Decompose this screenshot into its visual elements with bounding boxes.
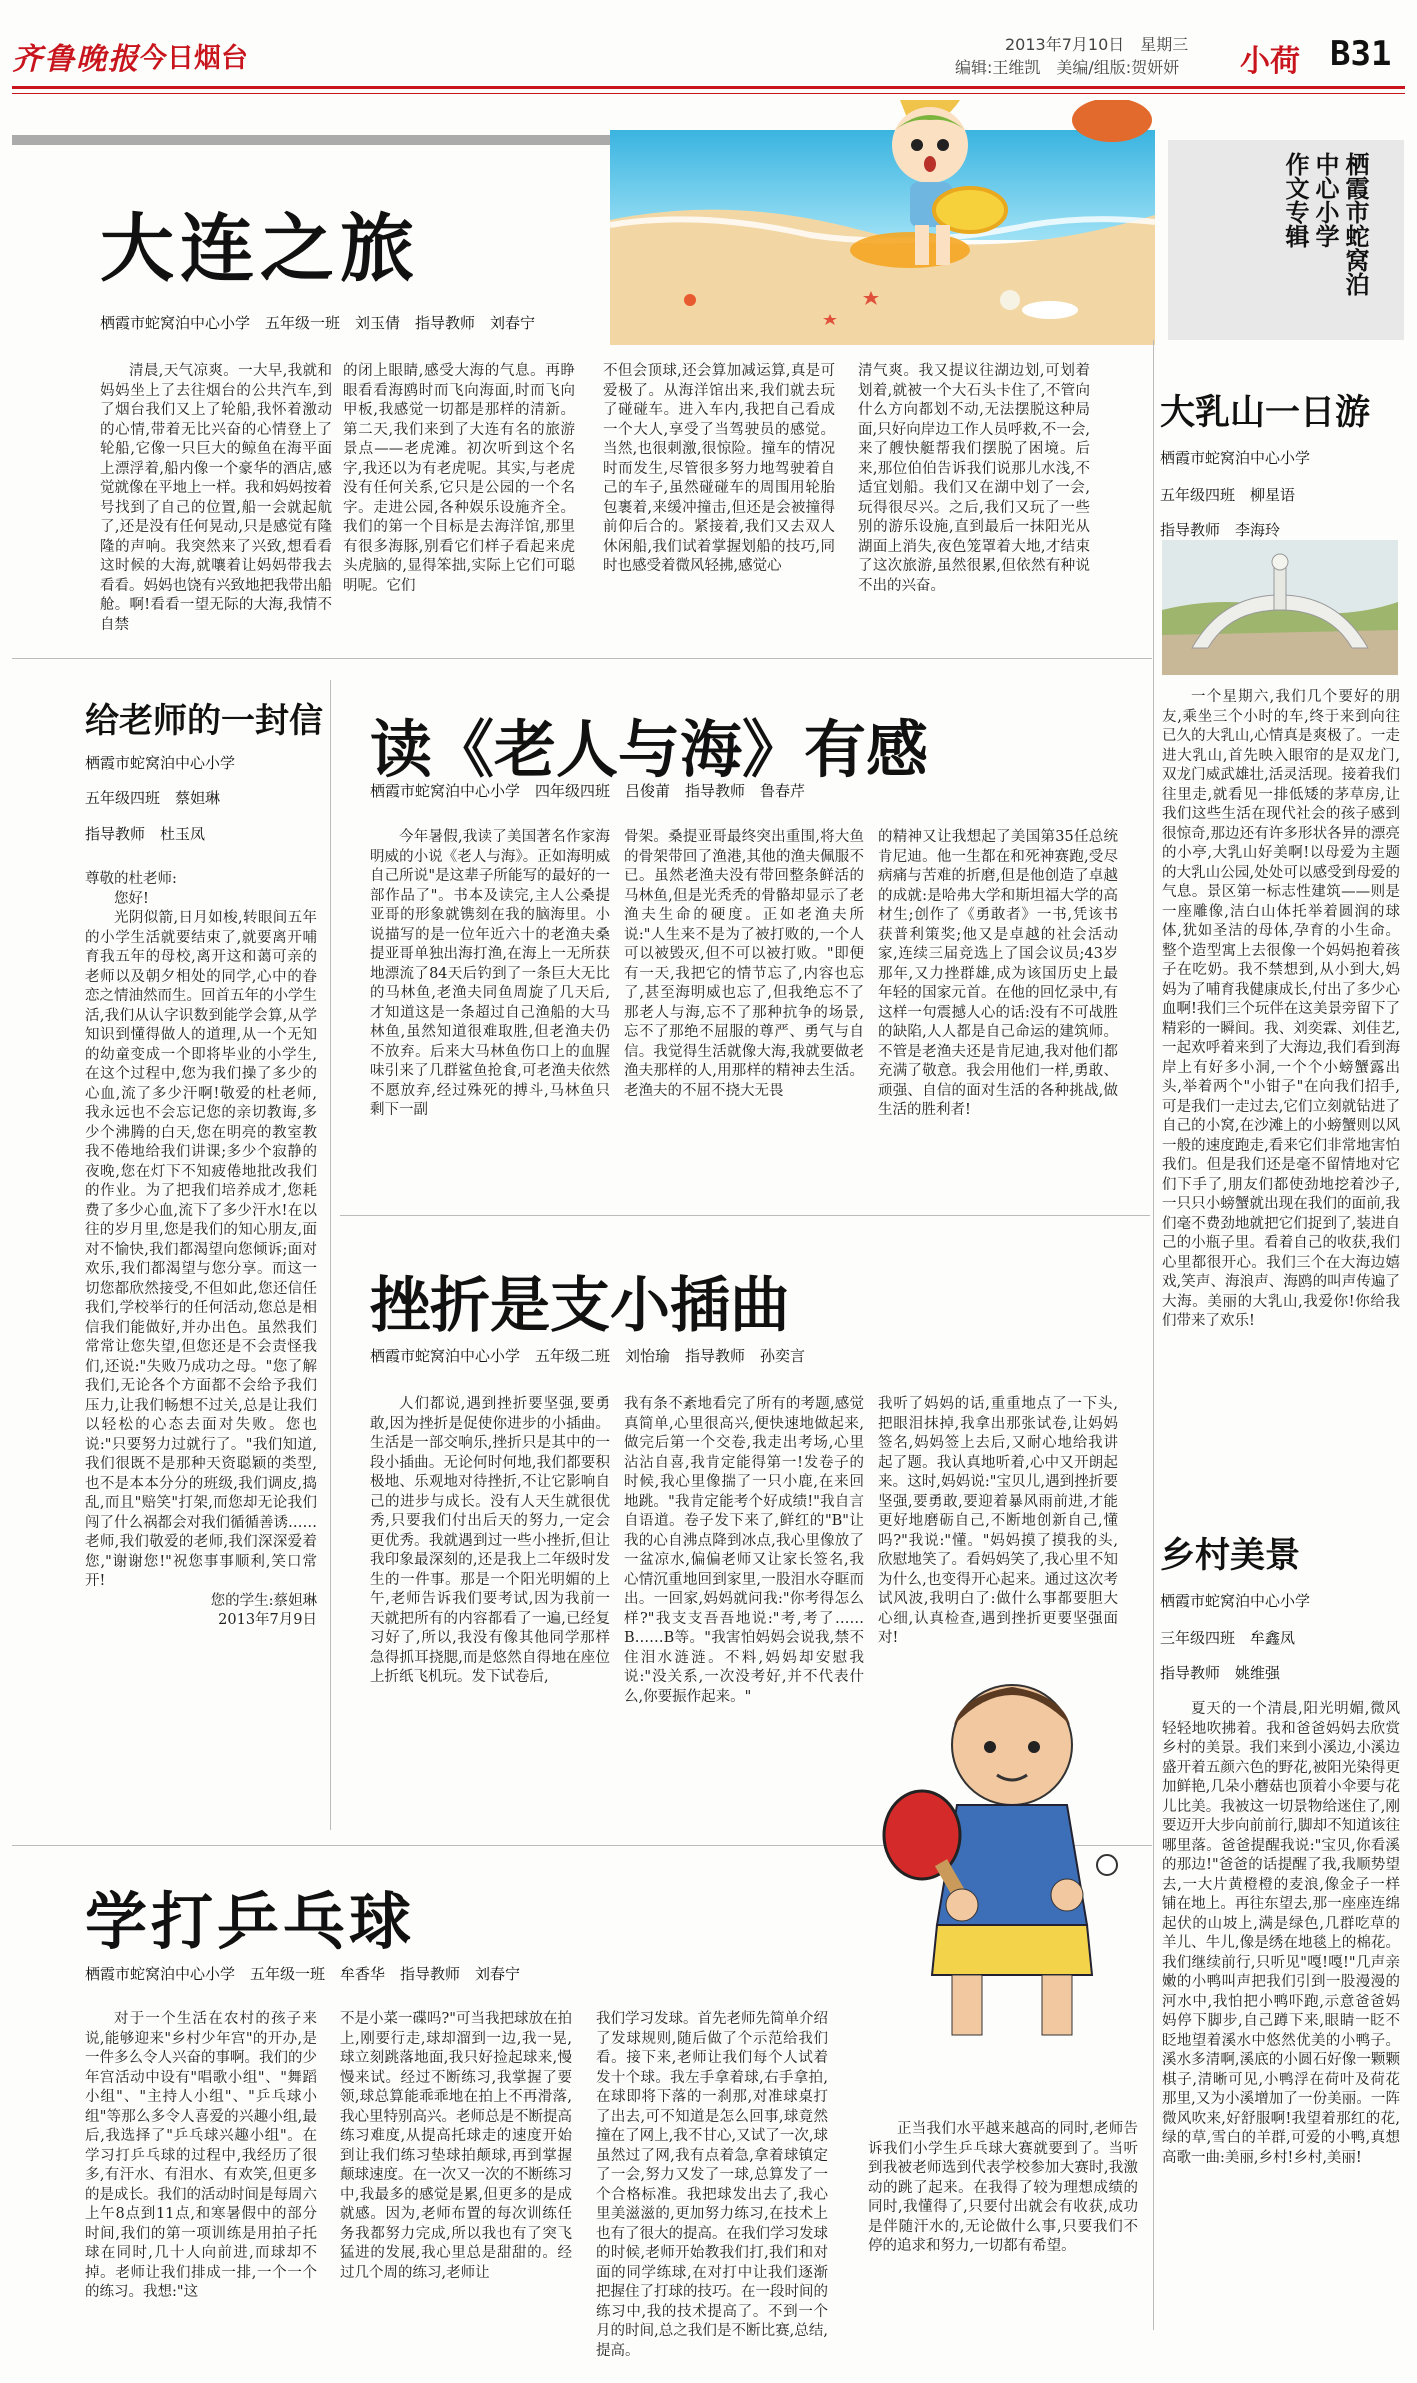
article-letter-body <box>85 870 317 1830</box>
article-village-teacher: 指导教师 姚维强 <box>1160 1664 1281 1682</box>
article-setback-text-2: 我有条不紊地看完了所有的考题,感觉真简单,心里很高兴,便快速地做起来,做完后第一个交卷,我走出考场,心里沾沾自喜,我肯定能得第一!发卷子的时候,我心里像揣了一只小鹿,在来回地跳。"我肯定能考个好成绩!"我自言自语道。卷子发下来了,鲜红的"B"让我的心自沸点降到冰点,我心里像放了一盆凉水,偏偏老师又让家长签名,我心情沉重地回到家里,一股泪水夺眶而出。一回家,妈妈就问我:"你考得怎么样?"我支支吾吾地说:"考,考了……B……B等。"我害怕妈妈会说我,禁不住泪水涟涟。不料,妈妈却安慰我说:"没关系,一次没考好,并不代表什么,你要振作起来。" <box>624 1396 864 1705</box>
article-setback-text-1: 人们都说,遇到挫折要坚强,要勇敢,因为挫折是促使你进步的小插曲。生活是一部交响乐,挫折只是其中的一段小插曲。无论何时何地,我们都要积极地、乐观地对待挫折,不让它影响自己的进步与成长。没有人天生就很优秀,只要我们付出后天的努力,一定会更优秀。我就遇到过一些小挫折,但让我印象最深刻的,还是我上二年级时发生的一件事。那是一个阳光明媚的上午,老师告诉我们要考试,因为我前一天就把所有的内容都看了一遍,已经复习好了,所以,我没有像其他同学那样急得抓耳挠腮,而是悠然自得地在座位上折纸飞机玩。发下试卷后, <box>370 1396 610 1685</box>
article-village-school: 栖霞市蛇窝泊中心小学 <box>1160 1592 1311 1610</box>
editor-credits: 编辑:王维凯 美编/组版:贺妍妍 <box>955 58 1180 77</box>
letter-date: 2013年7月9日 <box>218 1612 317 1628</box>
article-village-text: 夏天的一个清晨,阳光明媚,微风轻轻地吹拂着。我和爸爸妈妈去欣赏乡村的美景。我们来到小溪边,小溪边盛开着五颜六色的野花,被阳光染得更加鲜艳,几朵小蘑菇也顶着小伞要与花儿比美。我被这一切景物给迷住了,刚要迈开大步向前前行,脚却不知道该往哪里落。爸爸提醒我说:"宝贝,你看溪的那边!"爸爸的话提醒了我,我顺势望去,一大片黄橙橙的麦浪,像金子一样铺在地上。再往东望去,那一座座连绵起伏的山坡上,满是绿色,几群吃草的羊儿、牛儿,像是绣在地毯上的棉花。我们继续前行,只听见"嘎!嘎!"几声亲嫩的小鸭叫声把我们引到一股漫漫的河水中,我怕把小鸭吓跑,示意爸爸妈妈停下脚步,自己蹲下来,眼睛一眨不眨地望着溪水中悠然优美的小鸭子。溪水多清啊,溪底的小圆石好像一颗颗棋子,清晰可见,小鸭浮在荷叶及荷花那里,又为小溪增加了一份美丽。一阵微风吹来,好舒服啊!我望着那红的花,绿的草,雪白的羊群,可爱的小鸭,真想高歌一曲:美丽,乡村!乡村,美丽! <box>1162 1701 1400 2166</box>
tag-line-1: 栖霞市蛇窝泊 <box>1341 152 1369 296</box>
article-pingpong-text-3: 我们学习发球。首先老师先简单介绍了发球规则,随后做了个示范给我们看。接下来,老师让我们每个人试着发十个球。我左手拿着球,右手拿拍,在球即将下落的一刹那,对准球桌打了出去,可不知道是怎么回事,球竟然撞在了网上,我不甘心,又试了一次,球虽然过了网,我有点着急,拿着球镇定了一会,努力又发了一球,总算发了一个合格标准。我把球发出去了,我心里美滋滋的,更加努力练习,在技术上也有了很大的提高。在我们学习发球的时候,老师开始教我们打,我们和对面的同学练球,在对打中让我们逐渐把握住了打球的技巧。在一段时间的练习中,我的技术提高了。不到一个月的时间,总之我们是不断比赛,总结,提高。 <box>596 2011 828 2359</box>
article-oldman-col2 <box>624 828 864 1208</box>
article-daru-body <box>1162 688 1400 1508</box>
article-oldman-col1 <box>370 828 610 1208</box>
article-dalian-text-1: 清晨,天气凉爽。一大早,我就和妈妈坐上了去往烟台的公共汽车,到了烟台我们又上了轮船,我怀着激动的心情,带着无比兴奋的心情登上了轮船,它像一只巨大的鲸鱼在海平面上漂浮着,船内像一个豪华的酒店,感觉就像在平地上一样。我和妈妈按着号找到了自己的位置,船一会就起航了,还是没有任何晃动,只是感觉有隆隆的声响。我突然来了兴致,想看看这时候的大海,就嚷着让妈妈带我去看看。妈妈也饶有兴致地把我带出船舱。啊!看看一望无际的大海,我情不自禁 <box>100 363 332 633</box>
article-setback-col1 <box>370 1395 610 1820</box>
article-letter-teacher: 指导教师 杜玉凤 <box>85 825 206 843</box>
beach-illustration <box>610 100 1155 345</box>
section-divider-2 <box>340 1215 1150 1216</box>
article-letter-title: 给老师的一封信 <box>85 701 323 741</box>
article-letter-school: 栖霞市蛇窝泊中心小学 <box>85 754 236 772</box>
section-divider-1 <box>12 658 1152 659</box>
tag-line-3: 作文专辑 <box>1281 152 1309 248</box>
header-rule <box>12 86 1405 89</box>
pingpong-boy-svg <box>862 1665 1162 2055</box>
letter-salutation: 尊敬的杜老师: <box>85 871 177 887</box>
article-dalian-title: 大连之旅 <box>100 206 420 292</box>
article-setback-text-3: 我听了妈妈的话,重重地点了一下头,把眼泪抹掉,我拿出那张试卷,让妈妈签名,妈妈签上去后,又耐心地给我讲起了题。我认真地听着,心中又开朗起来。这时,妈妈说:"宝贝儿,遇到挫折要坚强,要勇敢,要迎着暴风雨前进,才能更好地磨砺自己,不断地创新自己,懂吗?"我说:"懂。"妈妈摸了摸我的头,欣慰地笑了。看妈妈笑了,我心里不知为什么,也变得开心起来。通过这次考试风波,我明白了:做什么事都要胆大心细,认真检查,遇到挫折更要坚强面对! <box>878 1396 1118 1646</box>
article-daru-teacher: 指导教师 李海玲 <box>1160 521 1281 539</box>
article-village-body <box>1162 1700 1400 2360</box>
page-number: B31 <box>1330 34 1392 74</box>
article-pingpong-text-2: 不是小菜一碟吗?"可当我把球放在拍上,刚要行走,球却溜到一边,我一晃,球立刻跳落地面,我只好捡起球来,慢慢来试。经过不断练习,我掌握了要领,球总算能乖乖地在拍上不再滑落,我心里特别高兴。老师总是不断提高练习难度,从提高托球走的速度开始到让我们练习垫球拍颠球,再到掌握颠球速度。在一次又一次的不断练习中,我最多的感觉是累,但更多的是成就感。因为,老师布置的每次训练任务我都努力完成,所以我也有了突飞猛进的发展,我心里总是甜甜的。经过几个周的练习,老师让 <box>340 2011 572 2281</box>
article-oldman-text-3: 的精神又让我想起了美国第35任总统肯尼迪。他一生都在和死神赛跑,受尽病痛与苦难的折磨,但是他创造了卓越的成就:是哈弗大学和斯坦福大学的高材生;创作了《勇敢者》一书,凭该书获普利策奖;他又是卓越的社会活动家,连续三届竞选上了国会议员;43岁那年,又力挫群雄,成为该国历史上最年轻的国家元首。在他的回忆录中,有这样一句震撼人心的话:没有不可战胜的缺陷,人人都是自己命运的建筑师。不管是老渔夫还是肯尼迪,我对他们都充满了敬意。我会用他们一样,勇敢、顽强、自信的面对生活的各种挑战,做生活的胜利者! <box>878 829 1118 1118</box>
article-pingpong-col4 <box>868 2120 1138 2365</box>
special-edition-text <box>1280 152 1370 296</box>
article-dalian-col1 <box>100 362 332 646</box>
article-village-author: 三年级四班 牟鑫凤 <box>1160 1629 1296 1647</box>
article-pingpong-col1 <box>85 2010 317 2370</box>
article-daru-school: 栖霞市蛇窝泊中心小学 <box>1160 449 1311 467</box>
tag-line-2: 中心小学 <box>1311 152 1339 248</box>
section-name: 今日烟台 <box>140 43 248 74</box>
article-oldman-text-2: 骨架。桑提亚哥最终突出重围,将大鱼的骨架带回了渔港,其他的渔夫佩服不已。虽然老渔夫没有带回整条鲜活的马林鱼,但是光秃秃的骨骼却显示了老渔夫生命的硬度。正如老渔夫所说:"人生来不是为了被打败的,一个人可以被毁灭,但不可以被打败。"即便有一天,我把它的情节忘了,内容也忘了,甚至海明威也忘了,但我绝忘不了那老人与海,忘不了那种抗争的场景,忘不了那绝不屈服的尊严、勇气与自信。我觉得生活就像大海,我就要做老渔夫那样的人,用那样的精神去生活。老渔夫的不屈不挠大无畏 <box>624 829 864 1099</box>
article-oldman-byline: 栖霞市蛇窝泊中心小学 四年级四班 吕俊莆 指导教师 鲁春芹 <box>370 782 806 800</box>
article-oldman-text-1: 今年暑假,我读了美国著名作家海明威的小说《老人与海》。正如海明威自己所说"是这辈子所能写的最好的一部作品了"。书本及读完,主人公桑提亚哥的形象就镌刻在我的脑海里。小说描写的是一位年近六十的老渔夫桑提亚哥单独出海打渔,在海上一无所获地漂流了84天后钓到了一条巨大无比的马林鱼,老渔夫同鱼周旋了几天后,才知道这是一条超过自己渔船的大马林鱼,虽然知道很难取胜,但老渔夫仍不放弃。后来大马林鱼伤口上的血腥味引来了几群鲨鱼抢食,可老渔夫依然不愿放弃,经过殊死的搏斗,马林鱼只剩下一副 <box>370 829 610 1118</box>
article-village-title: 乡村美景 <box>1160 1536 1301 1576</box>
letter-column-divider <box>330 680 331 1830</box>
article-dalian-col3 <box>603 362 835 646</box>
issue-date: 2013年7月10日 星期三 <box>1005 35 1189 54</box>
article-pingpong-text-4: 正当我们水平越来越高的同时,老师告诉我们小学生乒乓球大赛就要到了。当听到我被老师选到代表学校参加大赛时,我激动的跳了起来。在我得了较为理想成绩的同时,我懂得了,只要付出就会有收获,成功是伴随汗水的,无论做什么事,只要我们不停的追求和努力,一切都有希望。 <box>868 2121 1138 2254</box>
article-pingpong-title: 学打乒乓球 <box>85 1885 416 1958</box>
article-daru-author: 五年级四班 柳星语 <box>1160 486 1296 504</box>
article-dalian-text-2: 的闭上眼睛,感受大海的气息。再睁眼看看海鸥时而飞向海面,时而飞向甲板,我感觉一切都是那样的清新。第二天,我们来到了大连有名的旅游景点——老虎滩。初次听到这个名字,我还以为有老虎呢。其实,与老虎没有任何关系,它只是公园的一个名字。走进公园,各种娱乐设施齐全。我们的第一个目标是去海洋馆,那里有很多海豚,别看它们样子看起来虎头虎脑的,显得笨拙,实际上它们可聪明呢。它们 <box>343 363 575 594</box>
article-pingpong-text-1: 对于一个生活在农村的孩子来说,能够迎来"乡村少年宫"的开办,是一件多么令人兴奋的事啊。我们的少年宫活动中设有"唱歌小组"、"舞蹈小组"、"主持人小组"、"乒乓球小组"等那么多令人喜爱的兴趣小组,最后,我选择了"乒乓球兴趣小组"。在学习打乒乓球的过程中,我经历了很多,有汗水、有泪水、有欢笑,但更多的是成长。我们的活动时间是每周六上午8点到11点,和寒暑假中的部分时间,我们的第一项训练是用拍子托球在同时,几十人向前进,而球却不掉。老师让我们排成一排,一个一个的练习。我想:"这 <box>85 2011 317 2300</box>
daru-park-svg <box>1162 540 1398 675</box>
newspaper-logo: 齐鲁晚报 <box>12 42 140 77</box>
letter-signature: 您的学生:蔡妲琳 <box>210 1592 317 1609</box>
article-dalian-byline: 栖霞市蛇窝泊中心小学 五年级一班 刘玉倩 指导教师 刘春宁 <box>100 314 536 332</box>
column-name: 小荷 <box>1240 44 1300 79</box>
article-dalian-text-4: 清气爽。我又提议往湖边划,可划着划着,就被一个大石头卡住了,不管向什么方向都划不动,无法摆脱这种局面,只好向岸边工作人员呼救,不一会,来了艘快艇帮我们摆脱了困境。后来,那位伯伯告诉我们说那儿水浅,不适宜划船。我们又在湖中划了一会,玩得很尽兴。之后,我们又玩了一些别的游乐设施,直到最后一抹阳光从湖面上消失,夜色笼罩着大地,才结束了这次旅游,虽然很累,但依然有种说不出的兴奋。 <box>858 363 1090 594</box>
header-rule-thin <box>12 93 1405 94</box>
article-letter-author: 五年级四班 蔡妲琳 <box>85 789 221 807</box>
article-pingpong-col3 <box>596 2010 828 2370</box>
article-daru-text: 一个星期六,我们几个要好的朋友,乘坐三个小时的车,终于来到向往已久的大乳山,心情真是爽极了。一走进大乳山,首先映入眼帘的是双龙门,双龙门威武雄壮,活灵活现。接着我们往里走,就看见一排低矮的茅草房,让我们这些生活在现代社会的孩子感到很惊奇,那边还有许多形状各异的漂亮的小亭,大乳山好美啊!以母爱为主题的大乳山公园,处处可以感受到母爱的气息。景区第一标志性建筑——则是一座雕像,洁白山体托举着圆润的球体,犹如圣洁的母体,孕育的小生命。整个造型寓上去很像一个妈妈抱着孩子在吃奶。我不禁想到,从小到大,妈妈为了哺育我健康成长,付出了多少心血啊!我们三个玩伴在这美景旁留下了精彩的一瞬间。我、刘奕霖、刘佳艺,一起欢呼着来到了大海边,我们看到海岸上有好多小洞,一个个小螃蟹露出头,举着两个"小钳子"在向我们招手,可是我们一走过去,它们立刻就钻进了自己的小窝,在沙滩上的小螃蟹则以风一般的速度跑走,看来它们非常地害怕我们。但是我们还是毫不留情地对它们下手了,朋友们都使劲地挖着沙子,一只只小螃蟹就出现在我们的面前,我们毫不费劲地就把它们捉到了,装进自己的小瓶子里。看着自己的收获,我们心里都很开心。我们三个在大海边嬉戏,笑声、海浪声、海鸥的叫声传遍了大海。美丽的大乳山,我爱你!你给我们带来了欢乐! <box>1162 689 1400 1329</box>
letter-text: 光阴似箭,日月如梭,转眼间五年的小学生活就要结束了,就要离开哺育我五年的母校,离开这和蔼可亲的老师以及朝夕相处的同学,心中的眷恋之情油然而生。回首五年的小学生活,我们从认字识数到能学会算,从学知识到懂得做人的道理,从一个无知的幼童变成一个即将毕业的小学生,在这个过程中,您为我们操了多少的心血,流了多少汗啊!敬爱的杜老师,我永远也不会忘记您的亲切教诲,多少个沸腾的白天,您在明亮的教室教我不倦地给我们讲课;多少个寂静的夜晚,您在灯下不知疲倦地批改我们的作业。为了把我们培养成才,您耗费了多少心血,流下了多少汗水!在以往的岁月里,您是我们的知心朋友,面对不愉快,我们都渴望向您倾诉;面对欢乐,我们都渴望与您分享。而这一切您都欣然接受,不但如此,您还信任我们,学校举行的任何活动,您总是相信我们能做好,并办出色。虽然我们常常让您失望,但您还是不会责怪我们,还说:"失败乃成功之母。"您了解我们,无论各个方面都不会给予我们压力,让我们畅想不过关,总是让我们以轻松的心态去面对失败。您也说:"只要努力过就行了。"我们知道,我们很既不是那种天资聪颖的类型,也不是本本分分的班级,我们调皮,捣乱,而且"赔笑"打架,而您却无论我们闯了什么祸都会对我们循循善诱……老师,我们敬爱的老师,我们深深爱着您,"谢谢您!"祝您事事顺利,笑口常开! <box>85 910 317 1589</box>
article-setback-col2 <box>624 1395 864 1820</box>
article-daru-title: 大乳山一日游 <box>1160 393 1371 433</box>
letter-greeting: 您好! <box>114 890 149 907</box>
article-oldman-col3 <box>878 828 1118 1208</box>
beach-illustration-svg <box>610 100 1155 345</box>
pingpong-boy-illustration <box>862 1665 1162 2055</box>
article-oldman-title: 读《老人与海》有感 <box>370 713 929 786</box>
article-dalian-col2 <box>343 362 575 646</box>
daru-park-photo <box>1162 540 1398 675</box>
article-pingpong-byline: 栖霞市蛇窝泊中心小学 五年级一班 牟香华 指导教师 刘春宁 <box>85 1965 521 1983</box>
article-pingpong-col2 <box>340 2010 572 2370</box>
article-dalian-text-3: 不但会顶球,还会算加减运算,真是可爱极了。从海洋馆出来,我们就去玩了碰碰车。进入车内,我把自己看成一个大人,享受了当驾驶员的感觉。当然,也很刺激,很惊险。撞车的情况时而发生,尽管很多努力地驾驶着自己的车子,虽然碰碰车的周围用轮胎包裹着,来缓冲撞击,但还是会被撞得前仰后合的。紧接着,我们又去双人休闲船,我们试着掌握划船的技巧,同时也感受着微风轻拂,感觉心 <box>603 363 835 574</box>
article-setback-title: 挫折是支小插曲 <box>370 1271 790 1341</box>
article-dalian-col4 <box>858 362 1090 646</box>
article-setback-byline: 栖霞市蛇窝泊中心小学 五年级二班 刘怡瑜 指导教师 孙奕言 <box>370 1347 806 1365</box>
